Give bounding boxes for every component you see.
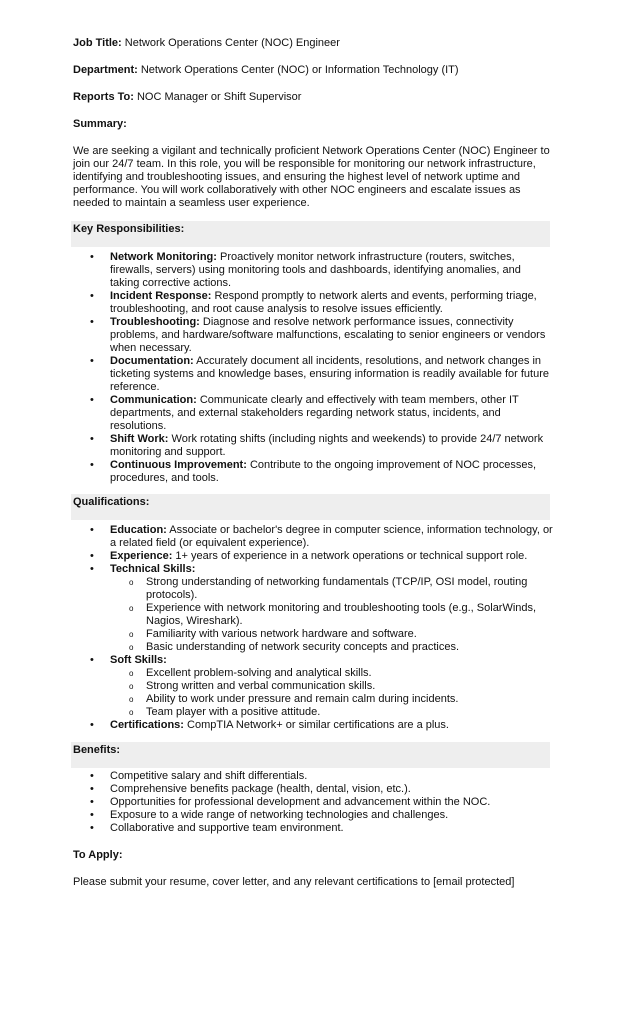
sub-list-item: o Familiarity with various network hardware and software. — [110, 628, 553, 641]
soft-skills-term: Soft Skills: — [110, 654, 167, 666]
experience-term: Experience: — [110, 550, 173, 562]
list-item: • Comprehensive benefits package (health, dental, vision, etc.). — [73, 783, 553, 796]
education-term: Education: — [110, 524, 167, 536]
technical-skills-term: Technical Skills: — [110, 563, 196, 575]
list-item — [73, 394, 553, 433]
list-item — [73, 459, 553, 485]
summary-heading: Summary: — [73, 118, 127, 130]
benefits-heading: Benefits: — [73, 744, 121, 756]
item-text: Communicate clearly and effectively with team members, other IT departments, and external stakeholders regarding network status, incidents, and resolutions. — [110, 394, 519, 432]
soft-skills-list — [110, 667, 553, 719]
item-text: Diagnose and resolve network performance issues, connectivity problems, and hardware/software malfunctions, escalating to senior engineers or vendors when necessary. — [110, 316, 546, 354]
apply-text: Please submit your resume, cover letter, and any relevant certifications to [email protected] — [73, 876, 515, 888]
job-title-line — [73, 37, 340, 50]
item-term: Documentation: — [110, 355, 194, 367]
list-item — [73, 563, 553, 654]
certifications-text: CompTIA Network+ or similar certifications are a plus. — [183, 719, 449, 731]
job-title-value: Network Operations Center (NOC) Engineer — [121, 37, 340, 49]
department-label: Department: — [73, 64, 138, 76]
reports-to-label: Reports To: — [73, 91, 134, 103]
sub-list-item: o Excellent problem-solving and analytical skills. — [110, 667, 553, 680]
qualifications-heading-bar — [71, 494, 550, 520]
list-item — [73, 316, 553, 355]
education-text: Associate or bachelor's degree in computer science, information technology, or a related field (or equivalent experience). — [110, 524, 553, 549]
item-text: Respond promptly to network alerts and events, performing triage, troubleshooting, and root cause analysis to resolve issues efficiently. — [110, 290, 537, 315]
list-item — [73, 654, 553, 719]
benefits-heading-bar — [71, 742, 550, 768]
list-item — [73, 355, 553, 394]
list-item — [73, 433, 553, 459]
qualifications-heading: Qualifications: — [73, 496, 150, 508]
sub-list-item: o Strong understanding of networking fundamentals (TCP/IP, OSI model, routing protocols). — [110, 576, 553, 602]
list-item — [73, 550, 553, 563]
responsibilities-heading: Key Responsibilities: — [73, 223, 185, 235]
department-line — [73, 64, 459, 77]
apply-heading: To Apply: — [73, 849, 123, 861]
item-term: Shift Work: — [110, 433, 169, 445]
list-item: • Exposure to a wide range of networking technologies and challenges. — [73, 809, 553, 822]
responsibilities-heading-bar — [71, 221, 550, 247]
list-item: • Collaborative and supportive team environment. — [73, 822, 553, 835]
list-item: • Competitive salary and shift differentials. — [73, 770, 553, 783]
qualifications-list — [73, 524, 553, 732]
job-title-label: Job Title: — [73, 37, 122, 49]
list-item — [73, 251, 553, 290]
list-item: • Opportunities for professional development and advancement within the NOC. — [73, 796, 553, 809]
benefits-list — [73, 770, 553, 835]
sub-list-item: o Basic understanding of network security concepts and practices. — [110, 641, 553, 654]
responsibilities-list — [73, 251, 553, 485]
list-item — [73, 524, 553, 550]
reports-to-value: NOC Manager or Shift Supervisor — [133, 91, 302, 103]
item-term: Troubleshooting: — [110, 316, 200, 328]
department-value: Network Operations Center (NOC) or Information Technology (IT) — [137, 64, 459, 76]
item-term: Communication: — [110, 394, 197, 406]
item-text: Accurately document all incidents, resolutions, and network changes in ticketing systems and knowledge bases, ensuring information is readily available for future reference. — [110, 355, 550, 393]
sub-list-item: o Strong written and verbal communication skills. — [110, 680, 553, 693]
technical-skills-list — [110, 576, 553, 654]
sub-list-item: o Team player with a positive attitude. — [110, 706, 553, 719]
list-item — [73, 290, 553, 316]
sub-list-item: o Ability to work under pressure and remain calm during incidents. — [110, 693, 553, 706]
item-text: Work rotating shifts (including nights and weekends) to provide 24/7 network monitoring and support. — [110, 433, 544, 458]
reports-to-line — [73, 91, 301, 104]
experience-text: 1+ years of experience in a network operations or technical support role. — [172, 550, 528, 562]
item-text: Proactively monitor network infrastructure (routers, switches, firewalls, servers) using monitoring tools and dashboards, identifying anomalies, and taking corrective actions. — [110, 251, 521, 289]
item-term: Network Monitoring: — [110, 251, 217, 263]
sub-list-item: o Experience with network monitoring and troubleshooting tools (e.g., SolarWinds, Nagios, Wireshark). — [110, 602, 553, 628]
item-term: Continuous Improvement: — [110, 459, 247, 471]
item-term: Incident Response: — [110, 290, 212, 302]
item-text: Contribute to the ongoing improvement of NOC processes, procedures, and tools. — [110, 459, 537, 484]
certifications-term: Certifications: — [110, 719, 184, 731]
list-item — [73, 719, 553, 732]
summary-text: We are seeking a vigilant and technically proficient Network Operations Center (NOC) Engineer to join our 24/7 team. In this role, you will be responsible for monitoring our network infrastructure, identifying and troubleshooting issues, and ensuring the highest level of network uptime and performance. You will work collaboratively with other NOC engineers and escalate issues as needed to maintain a seamless user experience. — [73, 145, 550, 209]
